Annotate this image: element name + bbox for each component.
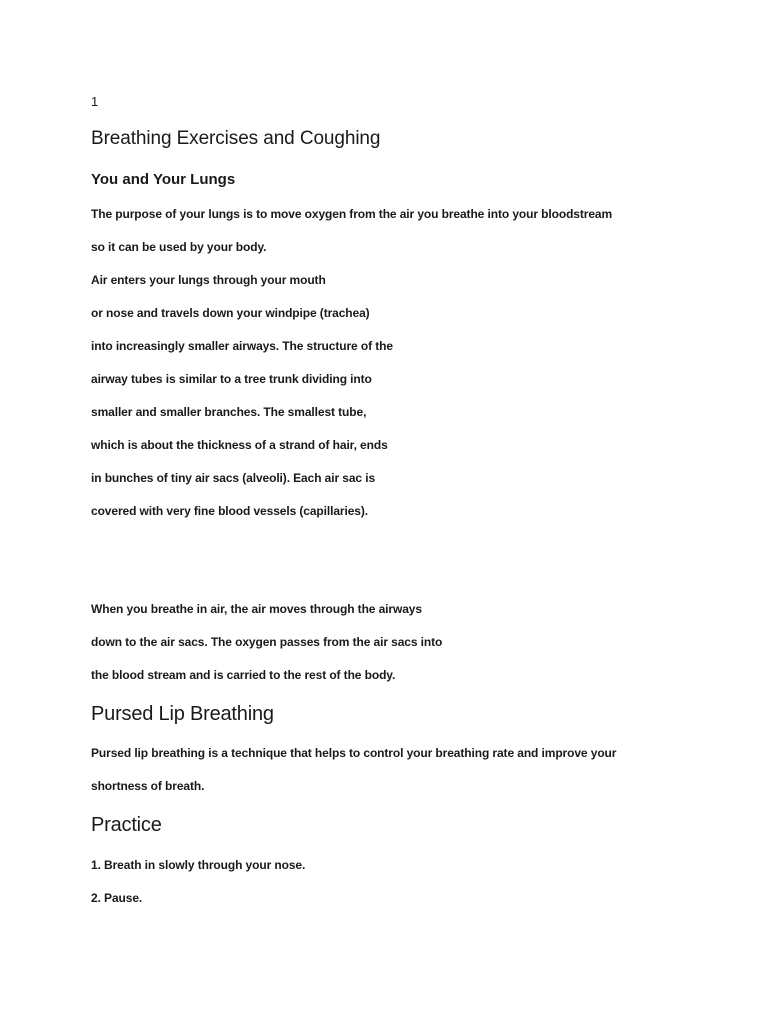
- heading-practice: Practice: [91, 814, 162, 836]
- paragraph-line: which is about the thickness of a strand of hair, ends: [91, 438, 388, 452]
- list-item: 2. Pause.: [91, 891, 143, 905]
- paragraph-line: When you breathe in air, the air moves through the airways: [91, 602, 422, 616]
- paragraph-line: or nose and travels down your windpipe (trachea): [91, 306, 370, 320]
- paragraph-line: The purpose of your lungs is to move oxygen from the air you breathe into your bloodstream: [91, 207, 613, 221]
- page-number: 1: [91, 94, 99, 109]
- paragraph-line: into increasingly smaller airways. The structure of the: [91, 339, 393, 353]
- section-subtitle-lungs: You and Your Lungs: [91, 171, 236, 188]
- paragraph-line: covered with very fine blood vessels (capillaries).: [91, 504, 369, 518]
- paragraph-line: Pursed lip breathing is a technique that helps to control your breathing rate and improve your: [91, 746, 617, 760]
- paragraph-line: airway tubes is similar to a tree trunk dividing into: [91, 372, 372, 386]
- paragraph-line: down to the air sacs. The oxygen passes from the air sacs into: [91, 635, 443, 649]
- list-item: 1. Breath in slowly through your nose.: [91, 858, 306, 872]
- paragraph-line: in bunches of tiny air sacs (alveoli). Each air sac is: [91, 471, 376, 485]
- paragraph-line: Air enters your lungs through your mouth: [91, 273, 326, 287]
- document-title: Breathing Exercises and Coughing: [91, 128, 381, 149]
- paragraph-line: smaller and smaller branches. The smallest tube,: [91, 405, 367, 419]
- paragraph-line: shortness of breath.: [91, 779, 205, 793]
- heading-pursed-lip-breathing: Pursed Lip Breathing: [91, 703, 274, 725]
- paragraph-line: the blood stream and is carried to the rest of the body.: [91, 668, 396, 682]
- paragraph-line: so it can be used by your body.: [91, 240, 267, 254]
